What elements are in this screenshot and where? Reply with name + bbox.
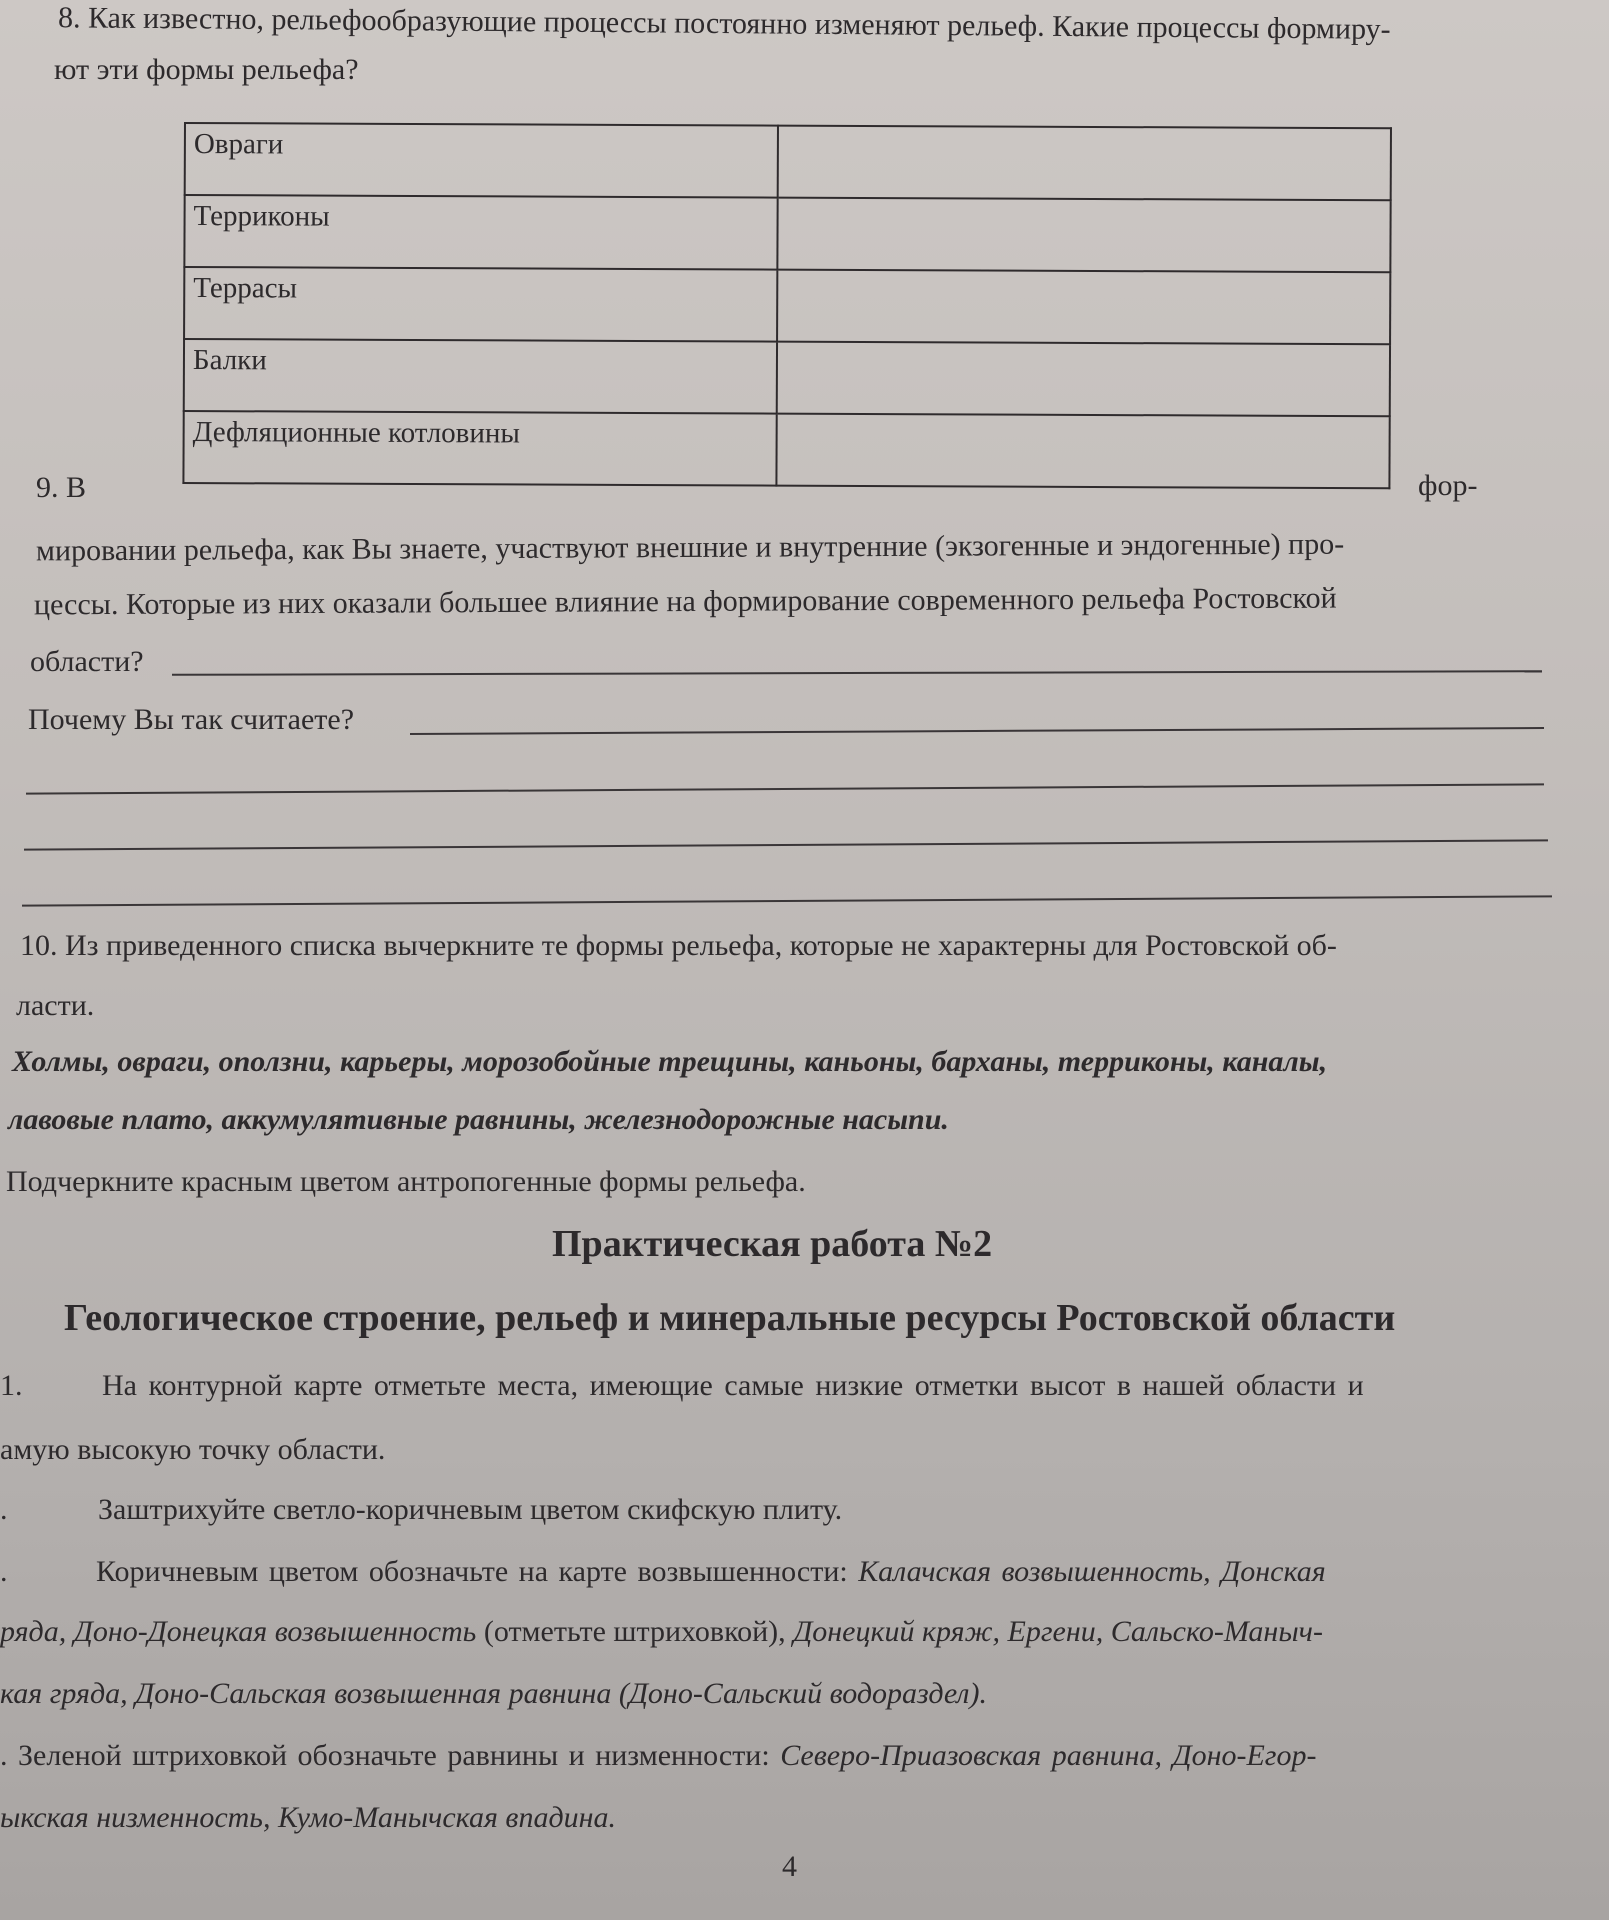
q10-line1: 10. Из приведенного списка вычеркните те формы рельефа, которые не характерны для Ростовской об- [20, 929, 1337, 962]
q9-line3: цессы. Которые из них оказали большее влияние на формирование современного рельефа Ростовской [33, 581, 1337, 622]
task4-line1-italic: Северо-Приазовская равнина, Доно-Егор- [780, 1739, 1317, 1772]
q9-line2: мировании рельефа, как Вы знаете, участвуют внешние и внутренние (экзогенные и эндогенные) про- [35, 527, 1345, 568]
q9-end: фор- [1418, 469, 1478, 502]
practical-title: Практическая работа №2 [552, 1223, 993, 1265]
q10-instruction: Подчеркните красным цветом антропогенные формы рельефа. [6, 1165, 806, 1198]
task3-line2-italic2: Донецкий кряж, Ергени, Сальско-Маныч- [793, 1615, 1323, 1648]
table-row [185, 123, 1391, 200]
answer-line[interactable] [24, 839, 1548, 850]
task3-number: . [0, 1555, 8, 1588]
table-cell-answer[interactable] [777, 270, 1390, 345]
table-cell-landform: Террасы [184, 267, 777, 342]
table-cell-landform: Терриконы [184, 195, 777, 270]
task2-number: . [0, 1493, 8, 1526]
answer-line[interactable] [22, 895, 1552, 906]
task3-line3: кая гряда, Доно-Сальская возвышенная равнина (Доно-Сальский водораздел). [0, 1677, 987, 1710]
answer-line[interactable] [410, 727, 1544, 735]
table-cell-answer[interactable] [776, 414, 1389, 489]
landforms-table [182, 122, 1392, 489]
task3-line1 [96, 1554, 1326, 1590]
task2-line1: Заштрихуйте светло-коричневым цветом скифскую плиту. [98, 1493, 843, 1526]
q10-list-line1: Холмы, овраги, оползни, карьеры, морозобойные трещины, каньоны, барханы, терриконы, каналы, [12, 1045, 1328, 1078]
table-cell-landform: Дефляционные котловины [183, 411, 776, 486]
task1-line1: На контурной карте отметьте места, имеющие самые низкие отметки высот в нашей области и [102, 1369, 1364, 1402]
table-row [184, 267, 1390, 344]
task4-line2: ыкская низменность, Кумо-Манычская впадина. [0, 1801, 616, 1834]
q9-line4: области? [30, 645, 144, 678]
table-cell-answer[interactable] [777, 342, 1390, 417]
answer-line[interactable] [172, 670, 1542, 676]
practical-subtitle: Геологическое строение, рельеф и минеральные ресурсы Ростовской области [64, 1297, 1396, 1339]
q8-line2: ют эти формы рельефа? [54, 53, 359, 86]
q10-list-line2: лавовые плато, аккумулятивные равнины, железнодорожные насыпи. [8, 1103, 949, 1136]
q9-line5: Почему Вы так считаете? [28, 703, 355, 736]
q9-start: 9. В [36, 471, 87, 504]
q10-line2: ласти. [16, 989, 95, 1022]
table-cell-answer[interactable] [777, 198, 1390, 273]
table-cell-landform: Балки [184, 339, 777, 414]
task3-line1-plain: Коричневым цветом обозначьте на карте возвышенности: [96, 1555, 859, 1588]
task3-line2 [0, 1614, 1323, 1650]
table-cell-landform: Овраги [185, 123, 778, 198]
table-row [184, 195, 1390, 272]
task1-number: 1. [0, 1369, 23, 1402]
answer-line[interactable] [26, 783, 1544, 794]
task1-line2: амую высокую точку области. [0, 1433, 386, 1466]
task3-line2-plain: (отметьте штриховкой), [476, 1615, 794, 1648]
task4-line1 [0, 1738, 1316, 1774]
task3-line1-italic: Калачская возвышенность, Донская [858, 1555, 1326, 1588]
task4-line1-plain: . Зеленой штриховкой обозначьте равнины и низменности: [0, 1739, 781, 1772]
q8-line1: 8. Как известно, рельефообразующие процессы постоянно изменяют рельеф. Какие процессы формиру- [57, 1, 1391, 46]
table-cell-answer[interactable] [778, 126, 1391, 201]
table-row [184, 339, 1390, 416]
table-row [183, 411, 1389, 488]
page-number: 4 [782, 1850, 797, 1883]
task3-line2-italic: ряда, Доно-Донецкая возвышенность [0, 1615, 477, 1648]
